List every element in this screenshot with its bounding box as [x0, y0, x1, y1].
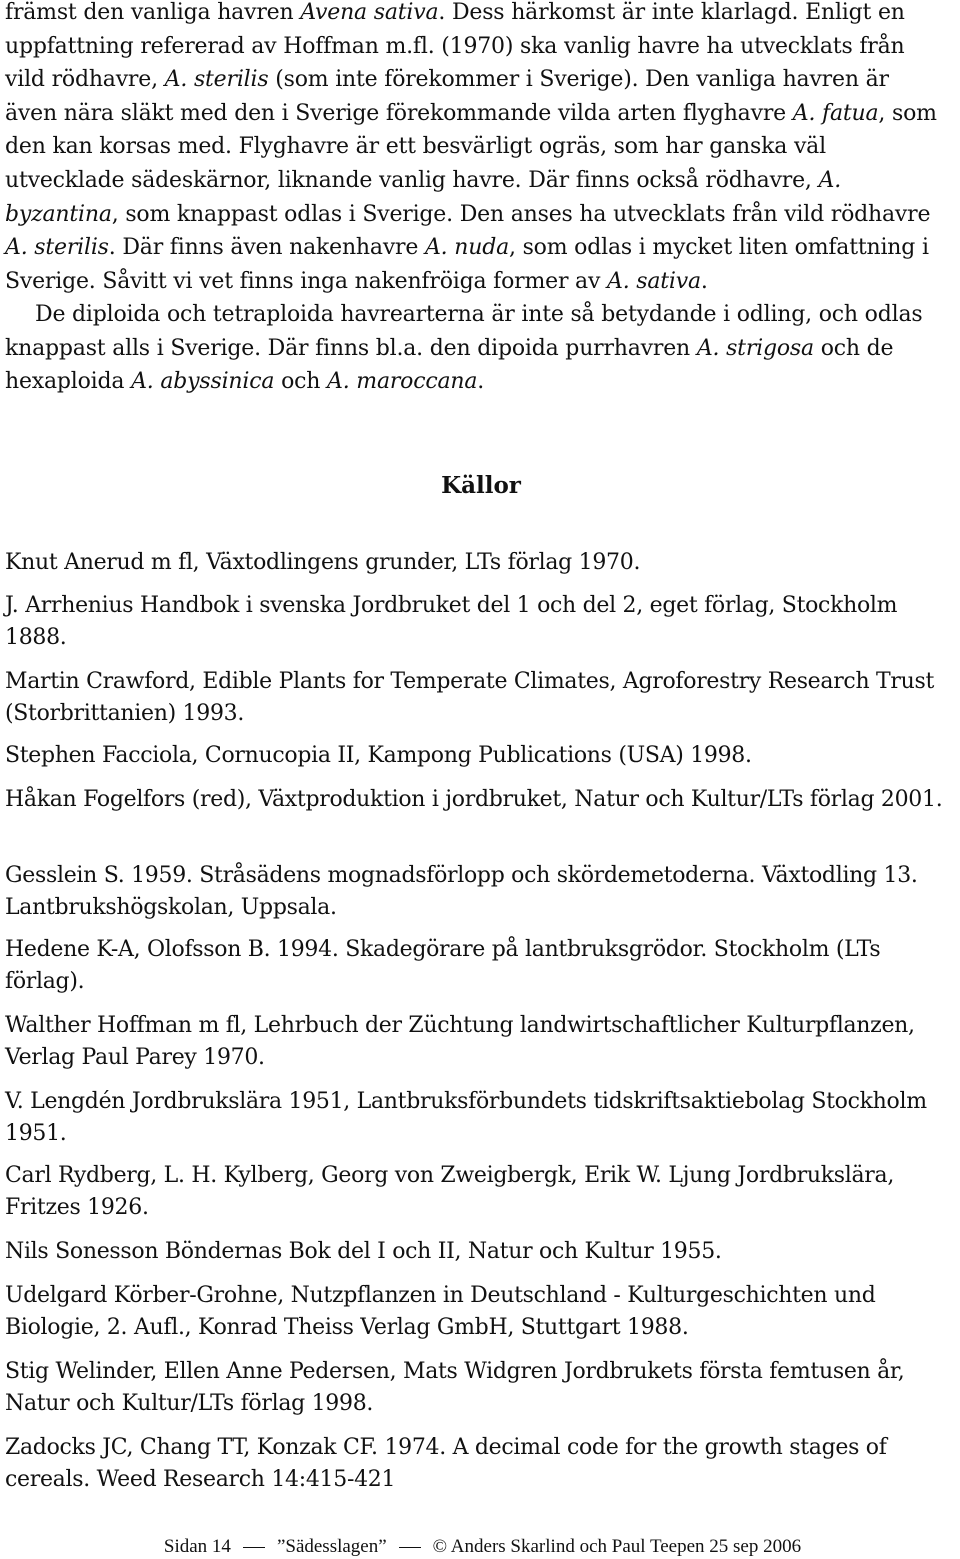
reference-item: Håkan Fogelfors (red), Växtproduktion i jordbruket, Natur och Kultur/LTs förlag 2001.	[5, 787, 943, 812]
species-name: byzantina	[5, 201, 112, 227]
species-name: A. nuda	[424, 235, 509, 261]
reference-item: Knut Anerud m fl, Växtodlingens grunder, LTs förlag 1970.	[5, 550, 641, 575]
text-line: den kan korsas med. Flyghavre är ett besvärligt ogräs, som har ganska väl	[5, 134, 826, 160]
species-name: Avena sativa	[300, 0, 439, 25]
species-name: A. maroccana	[327, 369, 478, 395]
species-name: A. strigosa	[696, 335, 814, 361]
reference-item: Zadocks JC, Chang TT, Konzak CF. 1974. A decimal code for the growth stages of cereals. Weed Research 14:415-421	[5, 1435, 887, 1492]
footer-page-number: Sidan 14	[163, 1536, 231, 1557]
species-name: A. fatua	[792, 100, 879, 126]
footer-document-title: ”Sädesslagen”	[276, 1536, 387, 1557]
species-name: A. sativa	[607, 268, 701, 294]
reference-item: Martin Crawford, Edible Plants for Temperate Climates, Agroforestry Research Trust (Storbrittanien) 1993.	[5, 669, 935, 726]
page-footer	[5, 1535, 960, 1559]
reference-item: Stig Welinder, Ellen Anne Pedersen, Mats Widgren Jordbrukets första femtusen år, Natur och Kultur/LTs förlag 1998.	[5, 1359, 905, 1416]
text-line: även nära släkt med den i Sverige förekommande vilda arten flyghavre A. fatua, som	[5, 100, 937, 126]
sources-heading: Källor	[441, 472, 521, 499]
species-name: A.	[818, 168, 841, 193]
text-line: De diploida och tetraploida havrearterna är inte så betydande i odling, och odlas	[35, 302, 923, 327]
text-line: A. sterilis. Där finns även nakenhavre A. nuda, som odlas i mycket liten omfattning i	[5, 235, 929, 261]
reference-item: Nils Sonesson Böndernas Bok del I och II, Natur och Kultur 1955.	[5, 1239, 722, 1264]
reference-item: Gesslein S. 1959. Stråsädens mognadsförlopp och skördemetoderna. Växtodling 13. Lantbrukshögskolan, Uppsala.	[5, 863, 918, 920]
text-line: byzantina, som knappast odlas i Sverige. Den anses ha utvecklats från vild rödhavre	[5, 201, 931, 227]
reference-item: Carl Rydberg, L. H. Kylberg, Georg von Zweigbergk, Erik W. Ljung Jordbrukslära, Fritzes 1926.	[5, 1163, 895, 1220]
species-name: A. sterilis	[164, 67, 269, 93]
text-line: knappast alls i Sverige. Där finns bl.a. den dipoida purrhavren A. strigosa och de	[5, 335, 894, 361]
reference-item: J. Arrhenius Handbok i svenska Jordbruket del 1 och del 2, eget förlag, Stockholm 1888.	[5, 593, 898, 650]
text-line: utvecklade sädeskärnor, liknande vanlig havre. Där finns också rödhavre, A.	[5, 168, 841, 193]
text-line: främst den vanliga havren Avena sativa. Dess härkomst är inte klarlagd. Enligt en	[5, 0, 905, 25]
reference-item: Stephen Facciola, Cornucopia II, Kampong Publications (USA) 1998.	[5, 743, 752, 768]
text-line: uppfattning refererad av Hoffman m.fl. (1970) ska vanlig havre ha utvecklats från	[5, 33, 905, 59]
text-line: Sverige. Såvitt vi vet finns inga nakenfröiga former av A. sativa.	[5, 268, 708, 294]
footer-dash	[243, 1547, 265, 1548]
footer-dash	[399, 1547, 421, 1548]
reference-item: Hedene K-A, Olofsson B. 1994. Skadegörare på lantbruksgrödor. Stockholm (LTs förlag).	[5, 937, 881, 994]
species-name: A. sterilis	[5, 235, 109, 261]
text-line: hexaploida A. abyssinica och A. maroccana.	[5, 369, 485, 395]
footer-copyright: © Anders Skarlind och Paul Teepen 25 sep 2006	[432, 1536, 802, 1557]
reference-item: Walther Hoffman m fl, Lehrbuch der Züchtung landwirtschaftlicher Kulturpflanzen, Verlag Paul Parey 1970.	[5, 1013, 915, 1070]
species-name: A. abyssinica	[131, 369, 275, 395]
reference-item: V. Lengdén Jordbrukslära 1951, Lantbruksförbundets tidskriftsaktiebolag Stockholm 1951.	[5, 1089, 927, 1146]
text-line: vild rödhavre, A. sterilis (som inte förekommer i Sverige). Den vanliga havren är	[5, 67, 889, 93]
reference-item: Udelgard Körber-Grohne, Nutzpflanzen in Deutschland - Kulturgeschichten und Biologie, 2. Aufl., Konrad Theiss Verlag GmbH, Stuttgart 1988.	[5, 1283, 876, 1340]
